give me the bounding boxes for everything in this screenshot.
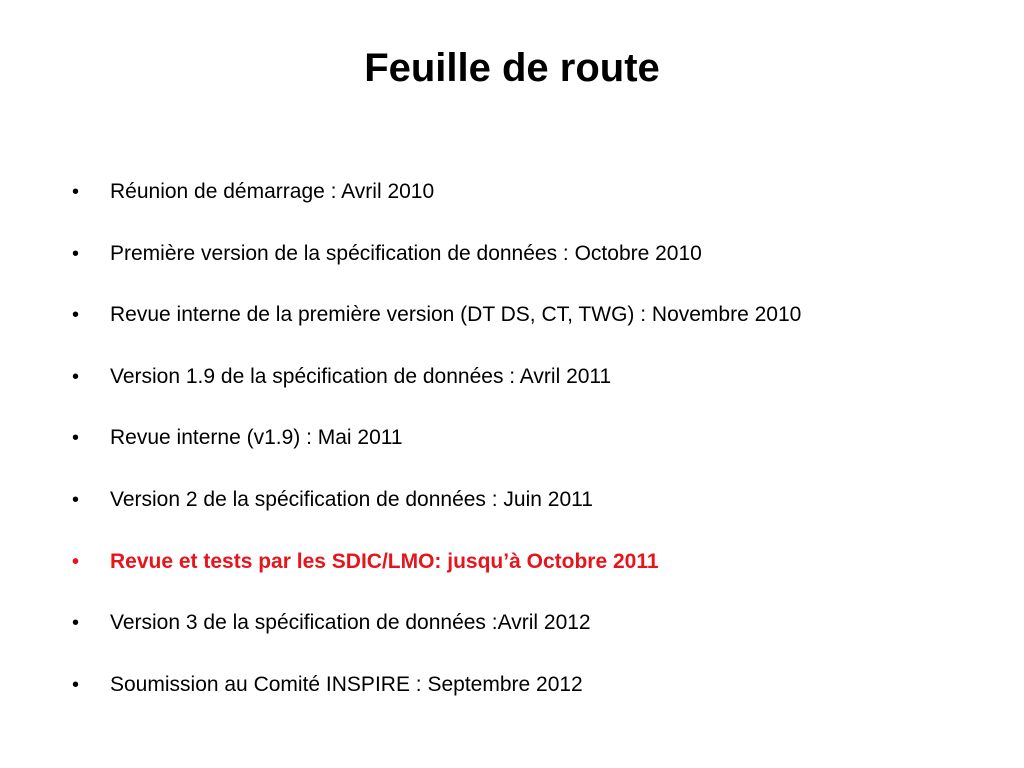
roadmap-item [68, 295, 988, 357]
roadmap-item [68, 480, 988, 542]
bullet-icon: • [72, 242, 80, 265]
bullet-icon: • [72, 181, 80, 203]
roadmap-item-text: Première version de la spécification de données : Octobre 2010 [110, 241, 702, 265]
roadmap-item [68, 172, 988, 234]
roadmap-item-text: Réunion de démarrage : Avril 2010 [110, 180, 435, 203]
roadmap-item [68, 542, 988, 604]
roadmap-item [68, 357, 988, 419]
roadmap-item-text: Version 1.9 de la spécification de données : Avril 2011 [110, 364, 612, 388]
roadmap-item-text: Version 2 de la spécification de données : Juin 2011 [110, 487, 593, 511]
bullet-icon: • [72, 488, 80, 511]
roadmap-item-text: Revue interne de la première version (DT DS, CT, TWG) : Novembre 2010 [110, 303, 802, 327]
bullet-icon: • [72, 673, 80, 696]
roadmap-item-text: Soumission au Comité INSPIRE : Septembre 2012 [110, 672, 583, 696]
bullet-icon: • [72, 612, 80, 635]
roadmap-bullet-list [68, 172, 988, 726]
roadmap-item-text: Revue et tests par les SDIC/LMO: jusqu’à Octobre 2011 [110, 549, 659, 573]
roadmap-item [68, 234, 988, 296]
roadmap-item [68, 603, 988, 665]
bullet-icon: • [72, 365, 80, 388]
bullet-icon: • [72, 550, 80, 573]
roadmap-item-text: Version 3 de la spécification de données :Avril 2012 [110, 611, 591, 635]
bullet-icon: • [72, 427, 80, 450]
roadmap-item-text: Revue interne (v1.9) : Mai 2011 [110, 426, 403, 450]
bullet-icon: • [72, 304, 80, 327]
slide-title: Feuille de route [364, 46, 660, 90]
roadmap-item [68, 418, 988, 480]
roadmap-item [68, 665, 988, 727]
